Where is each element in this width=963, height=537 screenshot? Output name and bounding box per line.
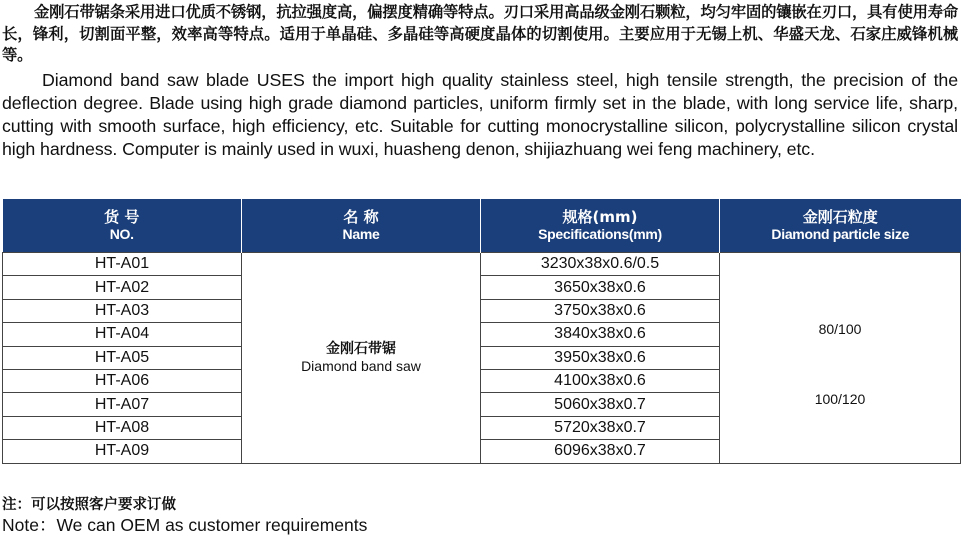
row-spec: 4100x38x0.6 xyxy=(481,369,720,392)
row-spec: 6096x38x0.7 xyxy=(481,440,720,463)
row-no: HT-A09 xyxy=(3,440,242,463)
specification-table xyxy=(2,199,961,464)
row-no: HT-A01 xyxy=(3,253,242,276)
row-no: HT-A05 xyxy=(3,346,242,369)
row-no: HT-A03 xyxy=(3,299,242,322)
header-spec-en: Specifications(mm) xyxy=(538,226,662,242)
note-english: Note：We can OEM as customer requirements xyxy=(2,515,368,535)
row-no: HT-A06 xyxy=(3,369,242,392)
intro-section xyxy=(2,2,958,161)
header-particle-size xyxy=(720,199,961,253)
header-particle-size-en: Diamond particle size xyxy=(771,226,910,242)
row-spec: 3650x38x0.6 xyxy=(481,276,720,299)
particle-size-1: 80/100 xyxy=(818,321,862,337)
header-no xyxy=(3,199,242,253)
row-spec: 3750x38x0.6 xyxy=(481,299,720,322)
table-row xyxy=(3,253,961,276)
table-header xyxy=(3,199,961,253)
row-spec: 5060x38x0.7 xyxy=(481,393,720,416)
header-spec-cn: 规格(mm) xyxy=(562,208,638,226)
row-spec: 5720x38x0.7 xyxy=(481,416,720,439)
particle-size-cell xyxy=(720,253,961,464)
table-body xyxy=(3,253,961,464)
product-name-en: Diamond band saw xyxy=(301,358,421,375)
intro-chinese-paragraph: 金刚石带锯条采用进口优质不锈钢，抗拉强度高，偏摆度精确等特点。刃口采用高品级金刚石颗粒，均匀牢固的镶嵌在刃口，具有使用寿命长，锋利，切割面平整，效率高等特点。适用于单晶硅、多晶硅等高硬度晶体的切割使用。主要应用于无锡上机、华盛天龙、石家庄威锋机械等。 xyxy=(2,3,958,64)
product-name-cell xyxy=(242,253,481,464)
header-name xyxy=(242,199,481,253)
note-section xyxy=(2,496,367,535)
header-no-cn: 货 号 xyxy=(104,208,140,226)
row-spec: 3840x38x0.6 xyxy=(481,323,720,346)
note-chinese: 注：可以按照客户要求订做 xyxy=(2,497,176,513)
intro-english-paragraph: Diamond band saw blade USES the import high quality stainless steel, high tensile strength, the precision of the deflection degree. Blade using high grade diamond particles, uniform firmly set in the blade, with long service life, sharp, cutting with smooth surface, high efficiency, etc. Suitable for cutting monocrystalline silicon, polycrystalline silicon crystal high hardness. Computer is mainly used in wuxi, huasheng denon, shijiazhuang wei feng machinery, etc. xyxy=(2,69,958,159)
header-name-cn: 名 称 xyxy=(343,208,379,226)
header-no-en: NO. xyxy=(109,226,134,242)
row-no: HT-A04 xyxy=(3,323,242,346)
row-spec: 3950x38x0.6 xyxy=(481,346,720,369)
particle-size-2: 100/120 xyxy=(814,391,866,407)
header-name-en: Name xyxy=(342,226,380,242)
header-row xyxy=(3,199,961,253)
header-spec xyxy=(481,199,720,253)
header-particle-size-cn: 金刚石粒度 xyxy=(802,208,878,226)
row-no: HT-A02 xyxy=(3,276,242,299)
row-no: HT-A07 xyxy=(3,393,242,416)
row-spec: 3230x38x0.6/0.5 xyxy=(481,253,720,276)
product-name-cn: 金刚石带锯 xyxy=(326,341,396,358)
row-no: HT-A08 xyxy=(3,416,242,439)
